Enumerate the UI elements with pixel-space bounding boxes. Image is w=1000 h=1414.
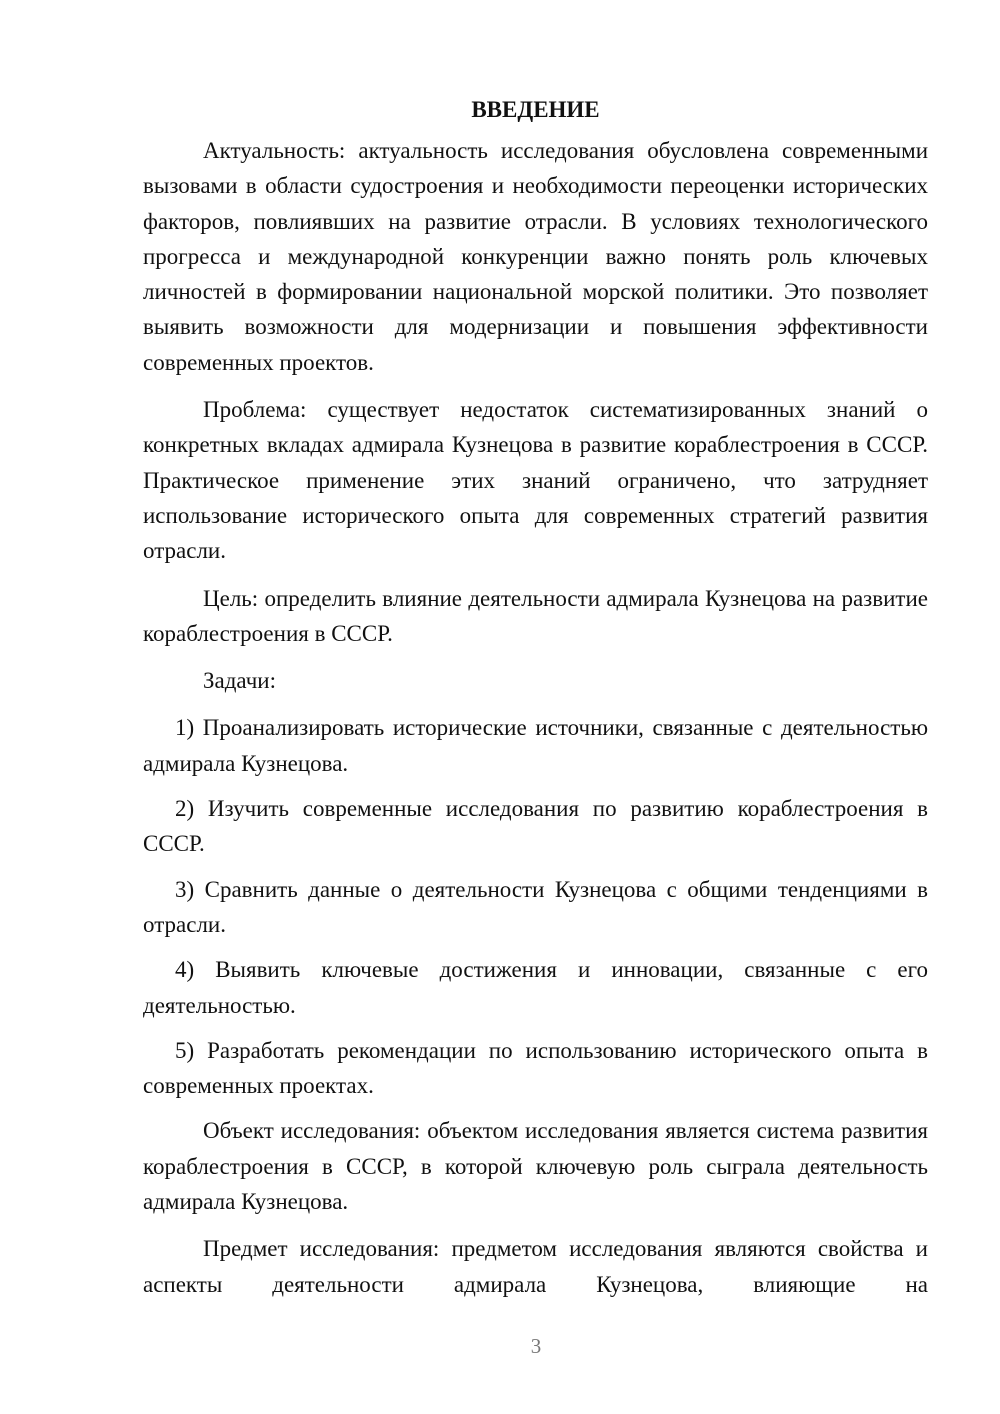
page-number: 3 [530,1334,542,1358]
paragraph-problem: Проблема: существует недостаток систематизированных знаний о конкретных вкладах адмирала Кузнецова в развитие кораблестроения в СССР. Практическое применение этих знаний ограничено, что затрудняет использование исторического опыта для современных стратегий развития отрасли. [143,397,928,564]
paragraph-object: Объект исследования: объектом исследования является система развития кораблестроения в СССР, в которой ключевую роль сыграла деятельность адмирала Кузнецова. [143,1118,928,1215]
paragraph-tasks-heading: Задачи: [203,668,276,694]
paragraph-relevance: Актуальность: актуальность исследования обусловлена современными вызовами в области судостроения и необходимости переоценки исторических факторов, повлиявших на развитие отрасли. В условиях технологического прогресса и международной конкуренции важно понять роль ключевых личностей в формировании национальной морской политики. Это позволяет выявить возможности для модернизации и повышения эффективности современных проектов. [143,138,928,375]
paragraph-goal: Цель: определить влияние деятельности адмирала Кузнецова на развитие кораблестроения в СССР. [143,585,928,646]
paragraph-subject: Предмет исследования: предметом исследования являются свойства и аспекты деятельности адмирала Кузнецова, влияющие на [143,1236,928,1297]
task-item-3: 3) Сравнить данные о деятельности Кузнецова с общими тенденциями в отрасли. [143,876,928,937]
task-item-4: 4) Выявить ключевые достижения и инновации, связанные с его деятельностью. [143,957,928,1018]
page-content [143,92,928,1302]
task-item-1: 1) Проанализировать исторические источники, связанные с деятельностью адмирала Кузнецова. [143,715,928,776]
task-item-2: 2) Изучить современные исследования по развитию кораблестроения в СССР. [143,796,928,857]
task-item-5: 5) Разработать рекомендации по использованию исторического опыта в современных проектах. [143,1037,928,1099]
section-title: ВВЕДЕНИЕ [471,97,600,122]
